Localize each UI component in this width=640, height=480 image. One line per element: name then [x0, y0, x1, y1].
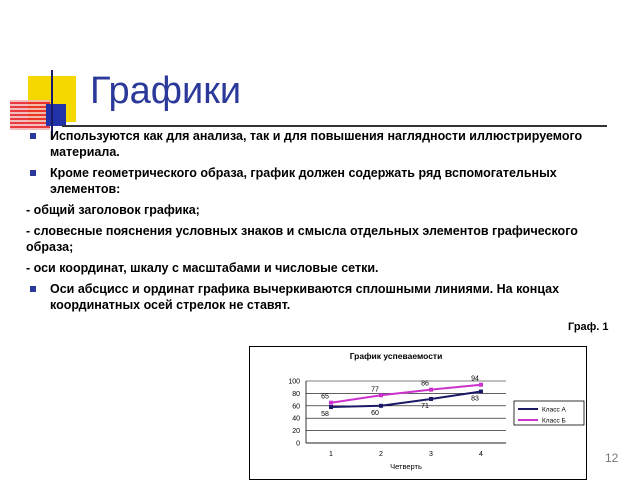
slide-title: Графики — [90, 70, 242, 112]
data-point — [429, 397, 433, 401]
chart-title: График успеваемости — [349, 351, 443, 361]
data-point — [329, 405, 333, 409]
logo-square-blue — [46, 104, 66, 126]
chart-svg — [250, 347, 586, 479]
y-tick-label: 60 — [292, 403, 300, 411]
data-point — [479, 383, 483, 387]
data-label: 86 — [421, 380, 429, 388]
data-label: 94 — [471, 375, 479, 383]
figure-label: Граф. 1 — [568, 321, 609, 333]
title-rule — [62, 125, 607, 127]
data-label: 58 — [321, 411, 329, 419]
list-item: - общий заголовок графика; — [26, 203, 200, 217]
slide-number: 12 — [605, 451, 619, 465]
legend-label: Класс А — [542, 406, 566, 414]
x-axis-title: Четверть — [390, 462, 422, 471]
chart — [249, 346, 587, 480]
list-item: Оси абсцисс и ординат графика вычеркиваются сплошными линиями. На концах координатных осей стрелок не ставят. — [26, 281, 616, 313]
list-item: Используются как для анализа, так и для повышения наглядности иллюстрируемого материала. — [26, 128, 616, 160]
data-label: 77 — [371, 386, 379, 394]
list-item: - оси координат, шкалу с масштабами и числовые сетки. — [26, 261, 379, 275]
legend-label: Класс Б — [542, 417, 566, 425]
data-point — [379, 404, 383, 408]
x-tick-label: 4 — [479, 451, 483, 458]
data-label: 71 — [421, 402, 429, 410]
data-point — [379, 393, 383, 397]
data-point — [429, 388, 433, 392]
y-tick-label: 80 — [292, 390, 300, 398]
series-line — [331, 385, 481, 403]
data-label: 60 — [371, 409, 379, 417]
y-tick-label: 20 — [292, 428, 300, 436]
y-tick-label: 40 — [292, 415, 300, 423]
data-label: 83 — [471, 395, 479, 403]
data-point — [479, 390, 483, 394]
x-tick-label: 2 — [379, 451, 383, 458]
data-point — [329, 401, 333, 405]
list-item: - словесные пояснения условных знаков и смысла отдельных элементов графического образа; — [26, 224, 578, 254]
x-tick-label: 1 — [329, 451, 333, 458]
bullet-list — [26, 128, 616, 318]
x-tick-label: 3 — [429, 451, 433, 458]
y-tick-label: 100 — [288, 378, 300, 386]
y-tick-label: 0 — [296, 440, 300, 448]
list-item: Кроме геометрического образа, график должен содержать ряд вспомогательных элементов: — [26, 165, 616, 197]
logo-square-red — [10, 100, 50, 130]
data-label: 65 — [321, 393, 329, 401]
